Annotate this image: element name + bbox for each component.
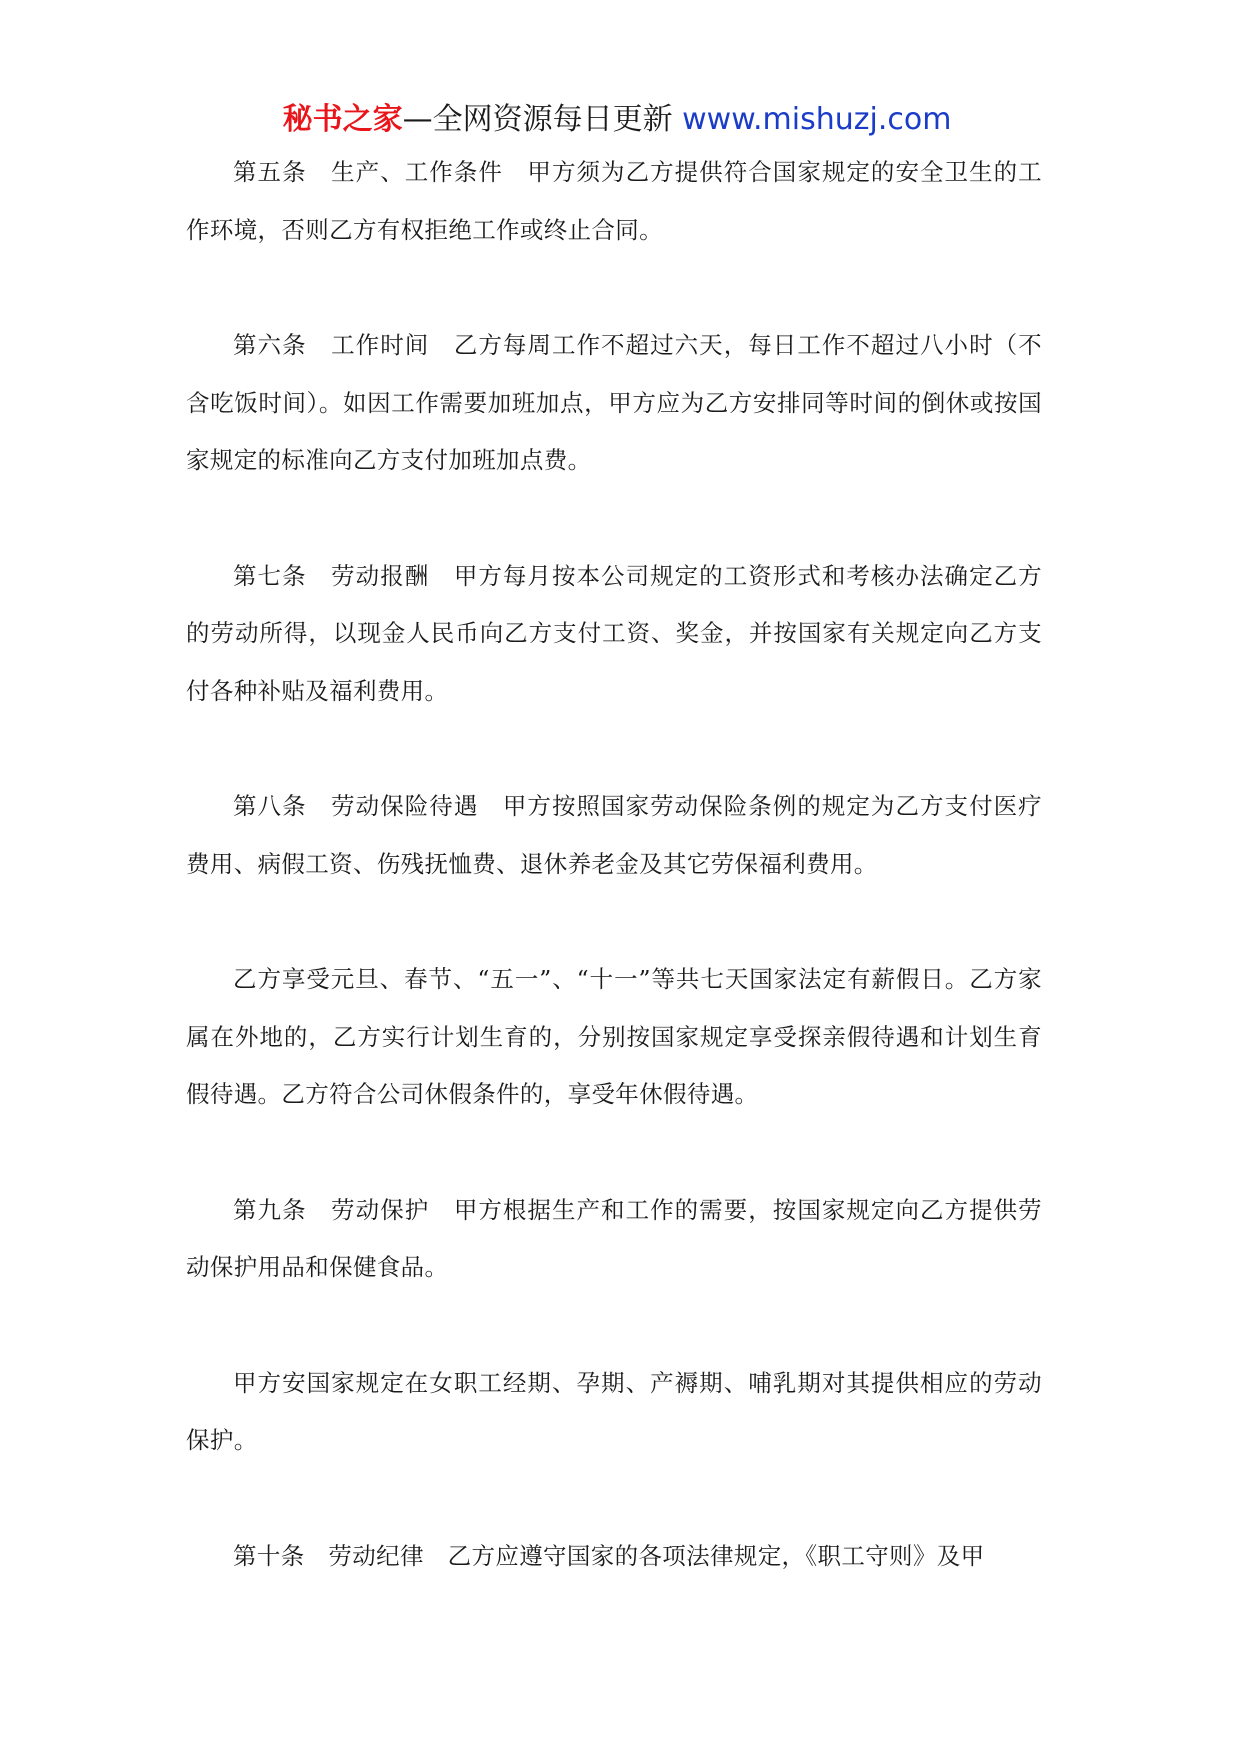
article-10-paragraph: 第十条 劳动纪律 乙方应遵守国家的各项法律规定，《职工守则》及甲 xyxy=(233,1541,985,1570)
female-protection-paragraph: 甲方安国家规定在女职工经期、孕期、产褥期、哺乳期对其提供相应的劳动保护。 xyxy=(186,1368,1042,1454)
article-6-paragraph: 第六条 工作时间 乙方每周工作不超过六天，每日工作不超过八小时（不含吃饭时间）。如因工作需要加班加点，甲方应为乙方安排同等时间的倒休或按国家规定的标准向乙方支付加班加点费。 xyxy=(186,331,1042,474)
holiday-paragraph: 乙方享受元旦、春节、“五一”、“十一”等共七天国家法定有薪假日。乙方家属在外地的，乙方实行计划生育的，分别按国家规定享受探亲假待遇和计划生育假待遇。乙方符合公司休假条件的，享受年休假待遇。 xyxy=(186,965,1042,1108)
document-body xyxy=(186,144,1042,1643)
article-5-paragraph: 第五条 生产、工作条件 甲方须为乙方提供符合国家规定的安全卫生的工作环境，否则乙方有权拒绝工作或终止合同。 xyxy=(186,158,1042,244)
brand-name: 秘书之家 xyxy=(282,102,403,137)
header-tagline: —全网资源每日更新 xyxy=(402,102,673,137)
article-7-paragraph: 第七条 劳动报酬 甲方每月按本公司规定的工资形式和考核办法确定乙方的劳动所得，以现金人民币向乙方支付工资、奖金，并按国家有关规定向乙方支付各种补贴及福利费用。 xyxy=(186,561,1042,705)
article-9-paragraph: 第九条 劳动保护 甲方根据生产和工作的需要，按国家规定向乙方提供劳动保护用品和保健食品。 xyxy=(186,1195,1042,1281)
article-8-paragraph: 第八条 劳动保险待遇 甲方按照国家劳动保险条例的规定为乙方支付医疗费用、病假工资、伤残抚恤费、退休养老金及其它劳保福利费用。 xyxy=(186,792,1042,878)
site-header xyxy=(0,100,1234,140)
site-url-link[interactable]: www.mishuzj.com xyxy=(682,102,952,137)
